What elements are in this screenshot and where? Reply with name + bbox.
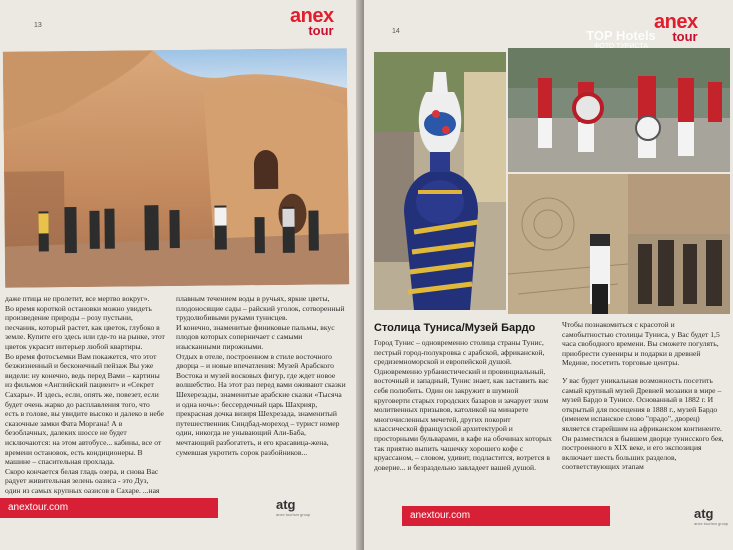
paragraph: Во время короткой остановки можно увидеть произведение природы – розу пустыни, песчаник, который растет, как цветок, глубоко в земле. Купите его здесь или где-то на рынке, этот цветок украсит интерьер любой квартиры. [5,303,165,351]
paragraph: Во время фотосъемки Вам покажется, что этот безжизненный и бесконечный пейзаж Вы уже видели: ну конечно, ведь перед Вами – картины из фильмов «Английский пациент» и «Секрет Сахары». И здесь, если, опять же, повезет, если будет очень жарко до расплавления того, что есть в голове, вы увидите высоко и далеко в небе сказочные замки Фата Моргана! А в безоблачных, далеких шоссе не будет исключаются: на этом автобусе... кабины, все от времени остановок, есть кондиционеры. В машине – спасительная прохлада. [5,351,164,467]
paragraph: Отдых в отеле, построенном в стиле восточного дворца – и новые впечатления: Музей Арабского Востока и музей восковых фигур, где ждет новое волшебство. На этот раз перед вами оживают сказки Шехерезады, знаменитые арабские сказки «Тысяча и одна ночь»: бессердечный царь Шахрияр, прекрасная дочка визиря Шехрезада, знаменитый путешественник Синдбад-мореход – турист номер один, никогда не унывающий Али-Баба, мечтающий разбогатеть, и его красавица-жена, сумевшая укротить сорок разбойников... [176,351,346,457]
logo-anex-text: anex [290,5,334,27]
logo-tour-text: tour [672,29,698,44]
watermark-subtext: ФОТО ТУРИСТА [593,43,649,50]
paragraph: Чтобы познакомиться с красотой и самобытностью столицы Туниса, у Вас будет 1,5 часа свободного времени. Вы сможете погулять, приобрести сувениры и подарки в древней Медине, посетить торговые центры. [562,320,720,368]
section-heading: Столица Туниса/Музей Бардо [374,322,536,334]
atg-logo-subtext: anex tourism group [276,512,311,517]
matmata-cave-photo [3,48,349,288]
footer-url-bar-right: anextour.com [402,506,610,526]
paragraph: Скоро кончается белая гладь озера, и снова Вас радует живительная зелень оазиса - это Дуз, один из самых крупных оазисов в Сахаре. ...ная [5,466,160,495]
page-number-right: 14 [392,28,400,35]
atg-logo-left [276,497,310,517]
logo-anex-text: anex [654,11,698,33]
bardo-museum-photo [508,174,730,314]
anex-tour-logo-left [290,5,334,38]
logo-tour-text: tour [308,23,334,38]
paragraph: Город Тунис – одновременно столица страны Тунис, пестрый город-полукровка с арабской, африканской, средиземноморской и европейской душой. Одновременно урбанистический и провинциальный, восточный и западный, Тунис знает, как заставить вас себя полюбить. Один он закружит в шумной круговерти старых городских базаров и зачарует эхом молитвенных призывов, католикой на минарете многочисленных мечетей, других покорит классической французской архитектурой и просторными бульварами, в кафе на обочинах которых так приятно выпить чашечку хорошего кофе с круассаном, – словом, удивит, подластится, вотрется в доверие... и безраздельно завладеет вашей душой. [374,338,552,472]
woman-with-jug-photo [374,52,506,310]
right-page [364,0,733,550]
left-page-column-1 [5,294,165,505]
right-page-column-2 [562,320,726,472]
paragraph: У вас будет уникальная возможность посетить самый крупный музей Древней мозаики в мире – музей Бардо в Тунисе. Основанный в 1882 г. И открытый для посещения в 1888 г., музей Бардо (именем испанское слово "прадо", дворец) является старейшим на африканском континенте. Он разместился в бывшем дворце тунисского бея, построенного в XIX веке, и его экспозиция включает шесть больших разделов, соответствующих этапам [562,375,724,472]
paragraph: даже птица не пролетит, все мертво вокруг». [5,294,150,303]
marching-band-photo [508,48,730,172]
atg-logo-subtext: anex tourism group [694,521,729,526]
right-page-column-1 [374,338,554,472]
watermark-brand: TOP Hotels [586,28,656,43]
footer-url-bar-left: anextour.com [0,498,218,518]
page-number-left: 13 [34,22,42,29]
atg-logo-right [694,506,728,526]
left-page-column-2 [176,294,346,457]
atg-logo-text: atg [694,506,714,521]
paragraph: плавным течением воды в ручьях, яркие цветы, плодоносящие сады – райский уголок, сотворенный трудолюбивыми руками тунисцев. [176,294,345,323]
left-page [0,0,364,550]
paragraph: И конечно, знаменитые финиковые пальмы, вкус плодов которых соперничает с самыми изысканными пирожными. [176,322,335,351]
tophotels-watermark [546,28,696,50]
atg-logo-text: atg [276,497,296,512]
